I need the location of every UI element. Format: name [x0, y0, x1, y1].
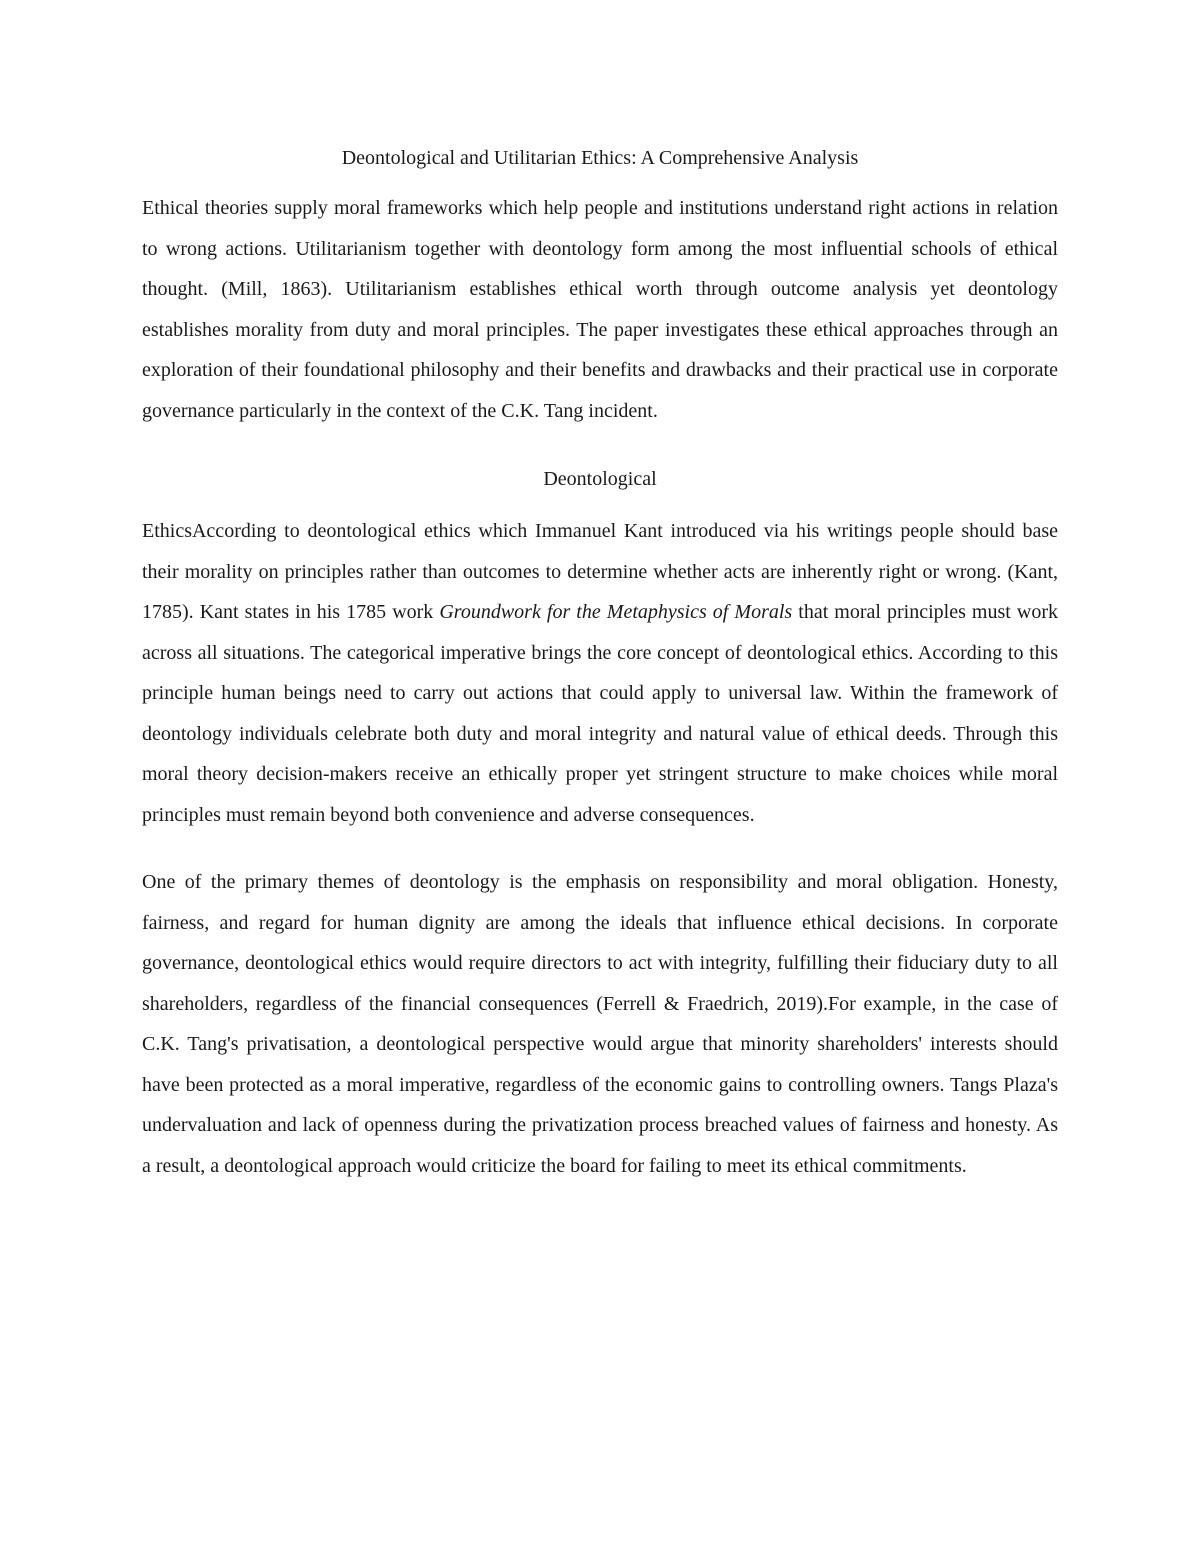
responsibility-paragraph: One of the primary themes of deontology is the emphasis on responsibility and moral obligation. Honesty, fairness, and regard for human dignity are among the ideals that influence ethical decisions. In corporate governance, deontological ethics would require directors to act with integrity, fulfilling their fiduciary duty to all shareholders, regardless of the financial consequences (Ferrell & Fraedrich, 2019).For example, in the case of C.K. Tang's privatisation, a deontological perspective would argue that minority shareholders' interests should have been protected as a moral imperative, regardless of the economic gains to controlling owners. Tangs Plaza's undervaluation and lack of openness during the privatization process breached values of fairness and honesty. As a result, a deontological approach would criticize the board for failing to meet its ethical commitments.: [142, 871, 1058, 1177]
book-title: Groundwork for the Metaphysics of Morals: [439, 601, 793, 623]
section-heading: Deontological: [543, 468, 657, 490]
document-page: [142, 138, 1058, 1186]
deontology-paragraph-text-1: EthicsAccording to deontological ethics which Immanuel Kant introduced via his writings people should base their morality on principles rather than outcomes to determine whether acts are inherently right or wrong. (Kant, 1785). Kant states in his 1785 work: [142, 520, 1058, 623]
deontology-paragraph: [142, 511, 1058, 835]
document-title: Deontological and Utilitarian Ethics: A Comprehensive Analysis: [341, 147, 859, 169]
intro-paragraph: Ethical theories supply moral frameworks which help people and institutions understand right actions in relation to wrong actions. Utilitarianism together with deontology form among the most influential schools of ethical thought. (Mill, 1863). Utilitarianism establishes ethical worth through outcome analysis yet deontology establishes morality from duty and moral principles. The paper investigates these ethical approaches through an exploration of their foundational philosophy and their benefits and drawbacks and their practical use in corporate governance particularly in the context of the C.K. Tang incident.: [142, 197, 1058, 422]
deontology-paragraph-text-2: that moral principles must work across all situations. The categorical imperative brings the core concept of deontological ethics. According to this principle human beings need to carry out actions that could apply to universal law. Within the framework of deontology individuals celebrate both duty and moral integrity and natural value of ethical deeds. Through this moral theory decision-makers receive an ethically proper yet stringent structure to make choices while moral principles must remain beyond both convenience and adverse consequences.: [142, 601, 1058, 826]
